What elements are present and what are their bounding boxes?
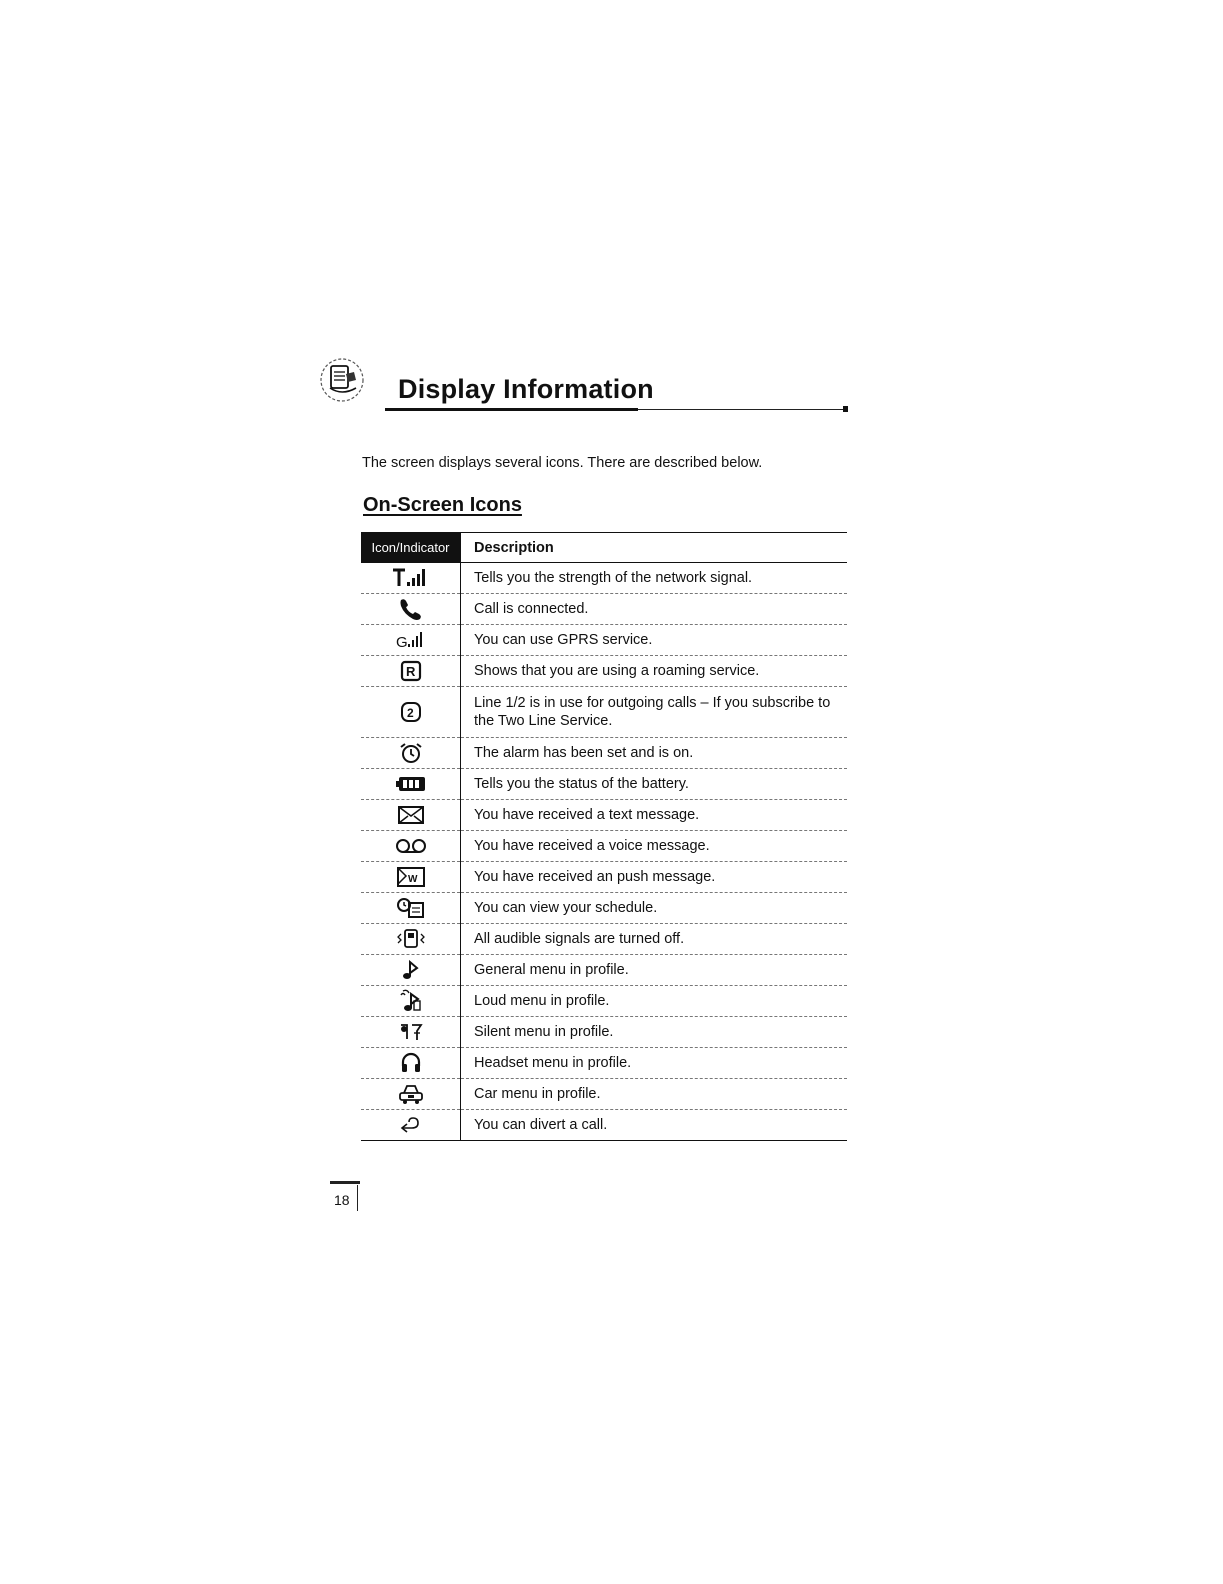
- divert-call-icon: [400, 1116, 422, 1134]
- schedule-icon: [396, 897, 426, 919]
- table-row: [361, 738, 847, 769]
- row-description: You have received a text message.: [461, 800, 848, 831]
- title-rule-accent: [385, 408, 638, 411]
- car-icon: [398, 1083, 424, 1105]
- row-description: The alarm has been set and is on.: [461, 738, 848, 769]
- signal-strength-icon: [391, 567, 431, 589]
- row-description: Tells you the status of the battery.: [461, 769, 848, 800]
- headset-icon: [400, 1052, 422, 1074]
- table-row: [361, 1017, 847, 1048]
- row-description: Silent menu in profile.: [461, 1017, 848, 1048]
- row-description: You can use GPRS service.: [461, 625, 848, 656]
- table-row: [361, 656, 847, 687]
- section-title: On-Screen Icons: [363, 494, 522, 516]
- title-rule-end-mark: [843, 406, 848, 412]
- roaming-icon: [400, 660, 422, 682]
- row-description: All audible signals are turned off.: [461, 924, 848, 955]
- row-description: Shows that you are using a roaming service.: [461, 656, 848, 687]
- row-description: Car menu in profile.: [461, 1079, 848, 1110]
- phone-handset-icon: [398, 597, 424, 621]
- svg-text:2: 2: [406, 706, 414, 720]
- row-description: General menu in profile.: [461, 955, 848, 986]
- table-row: [361, 625, 847, 656]
- line-2-icon: [400, 701, 422, 723]
- svg-text:R: R: [405, 664, 415, 679]
- table-row: [361, 1079, 847, 1110]
- svg-text:G: G: [395, 634, 408, 650]
- row-description: Headset menu in profile.: [461, 1048, 848, 1079]
- table-row: [361, 862, 847, 893]
- page-number-rule: [330, 1181, 360, 1184]
- column-header-icon: Icon/Indicator: [361, 533, 461, 563]
- table-row: [361, 1110, 847, 1141]
- voicemail-icon: [394, 837, 428, 855]
- gprs-signal-icon: [396, 630, 426, 650]
- table-row: [361, 955, 847, 986]
- column-header-description: Description: [461, 533, 848, 563]
- push-message-icon: [396, 866, 426, 888]
- table-row: [361, 769, 847, 800]
- table-row: [361, 687, 847, 738]
- intro-text: The screen displays several icons. There are described below.: [362, 455, 763, 471]
- row-description: Line 1/2 is in use for outgoing calls – If you subscribe to the Two Line Service.: [461, 687, 848, 738]
- icons-table: [361, 532, 847, 1141]
- table-row: [361, 893, 847, 924]
- row-description: You have received a voice message.: [461, 831, 848, 862]
- silent-profile-icon: [398, 1021, 424, 1043]
- row-description: Tells you the strength of the network signal.: [461, 563, 848, 594]
- battery-icon: [396, 776, 426, 792]
- row-description: You have received an push message.: [461, 862, 848, 893]
- row-description: Loud menu in profile.: [461, 986, 848, 1017]
- table-row: [361, 924, 847, 955]
- alarm-clock-icon: [399, 742, 423, 764]
- table-row: [361, 831, 847, 862]
- envelope-icon: [397, 805, 425, 825]
- table-row: [361, 800, 847, 831]
- music-note-icon: [400, 959, 422, 981]
- row-description: You can view your schedule.: [461, 893, 848, 924]
- row-description: Call is connected.: [461, 594, 848, 625]
- loud-profile-icon: [398, 989, 424, 1013]
- table-row: [361, 986, 847, 1017]
- table-row: [361, 1048, 847, 1079]
- table-row: [361, 594, 847, 625]
- table-header-row: [361, 533, 847, 563]
- table-row: [361, 563, 847, 594]
- display-chapter-icon: [316, 354, 368, 406]
- vibrate-silent-icon: [394, 928, 428, 950]
- page-number: 18: [334, 1192, 350, 1208]
- svg-text:W: W: [407, 874, 417, 885]
- page-title: Display Information: [398, 374, 654, 404]
- page-number-divider: [357, 1185, 358, 1211]
- row-description: You can divert a call.: [461, 1110, 848, 1141]
